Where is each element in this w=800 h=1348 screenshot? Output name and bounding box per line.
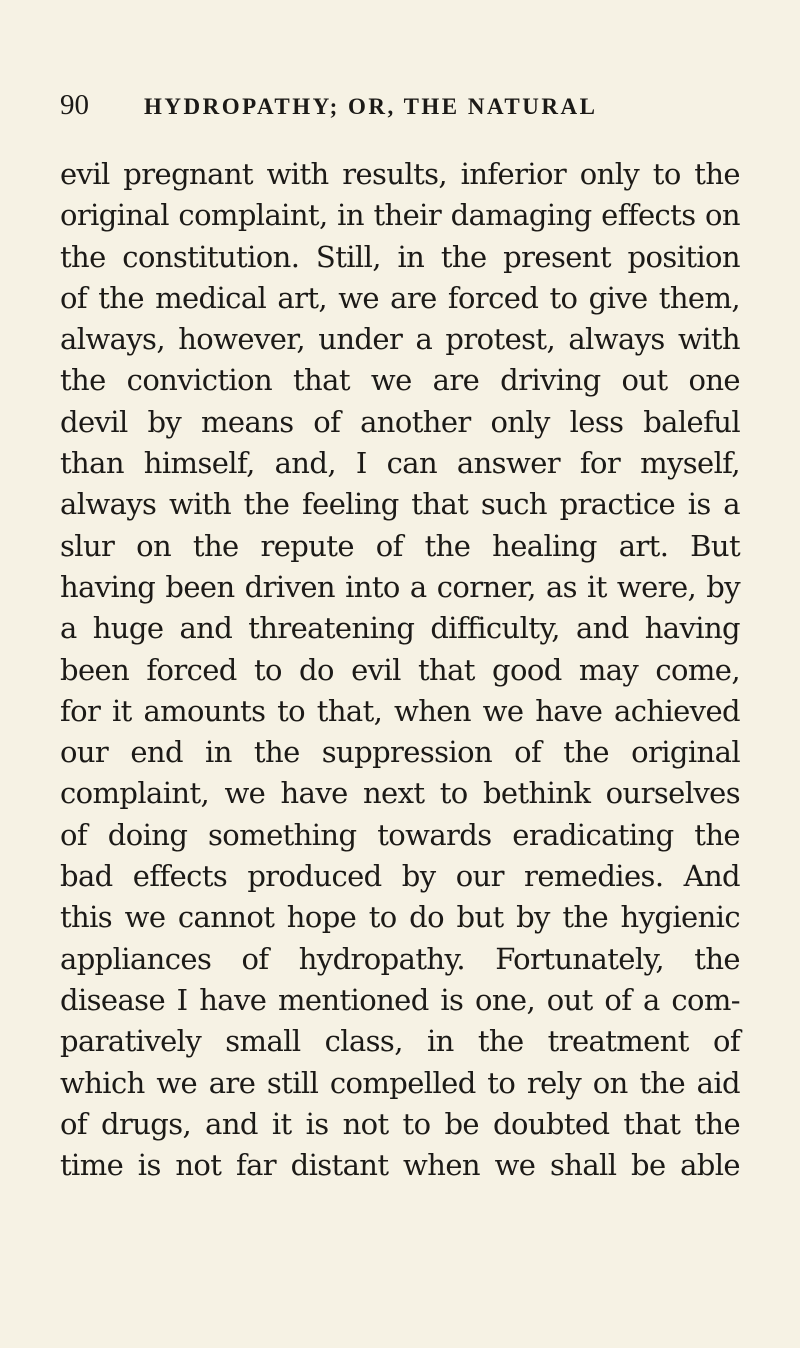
text-line: appliances of hydropathy. Fortunately, the (60, 941, 740, 976)
text-line: a huge and threatening difficulty, and having (60, 611, 740, 646)
running-title: HYDROPATHY; OR, THE NATURAL (144, 94, 598, 119)
text-line: of doing something towards eradicating the (60, 817, 740, 852)
text-line: this we cannot hope to do but by the hygienic (60, 900, 740, 935)
text-line: always with the feeling that such practice is a (60, 487, 740, 522)
text-line: time is not far distant when we shall be able (60, 1148, 740, 1183)
text-line: slur on the repute of the healing art. But (60, 528, 740, 563)
text-line: of the medical art, we are forced to give them, (60, 280, 740, 315)
text-line: disease I have mentioned is one, out of a com- (60, 982, 740, 1017)
text-line: the constitution. Still, in the present position (60, 239, 740, 274)
text-line: the conviction that we are driving out one (60, 363, 740, 398)
page-number: 90 (60, 89, 89, 121)
text-line: bad effects produced by our remedies. And (60, 859, 740, 894)
text-line: complaint, we have next to bethink ourselves (60, 776, 740, 811)
text-line: which we are still compelled to rely on the aid (60, 1065, 740, 1100)
text-line: having been driven into a corner, as it were, by (60, 569, 740, 604)
text-line: for it amounts to that, when we have achieved (60, 693, 740, 728)
running-head (60, 88, 740, 128)
text-line: of drugs, and it is not to be doubted that the (60, 1106, 740, 1141)
text-line: evil pregnant with results, inferior only to the (60, 157, 740, 191)
text-line: than himself, and, I can answer for myself, (60, 446, 740, 481)
text-line: original complaint, in their damaging effects on (60, 198, 740, 233)
body-text (60, 154, 740, 1186)
text-line: been forced to do evil that good may come, (60, 652, 740, 687)
text-line: paratively small class, in the treatment of (60, 1024, 740, 1059)
text-line: always, however, under a protest, always with (60, 322, 740, 357)
text-line: devil by means of another only less baleful (60, 404, 740, 439)
text-line: our end in the suppression of the original (60, 735, 740, 770)
